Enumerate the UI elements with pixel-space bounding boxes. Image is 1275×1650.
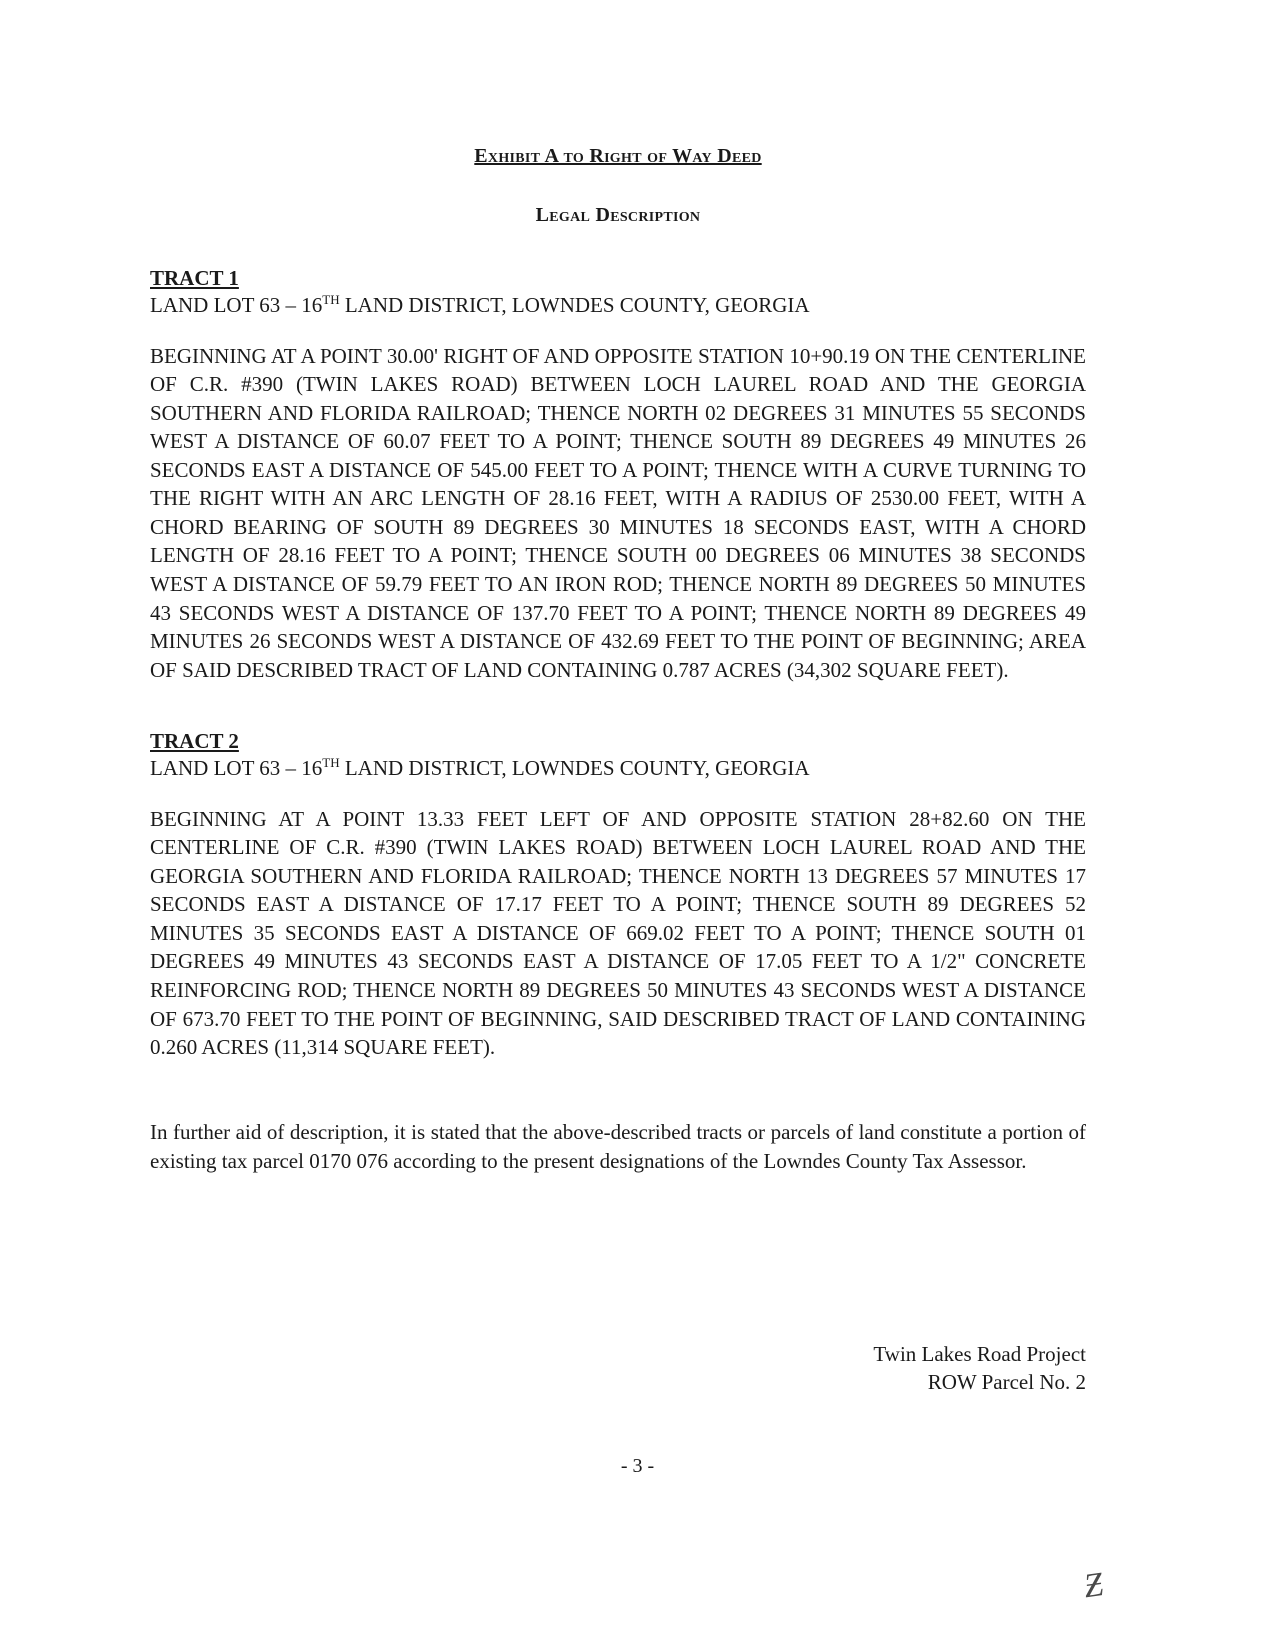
tract-2-subheading-post: LAND DISTRICT, LOWNDES COUNTY, GEORGIA (339, 756, 810, 781)
parcel-number: ROW Parcel No. 2 (927, 1370, 1086, 1395)
tract-1-section (150, 265, 1086, 684)
tract-1-subheading-ordinal: TH (322, 291, 340, 307)
tract-1-subheading-pre: LAND LOT 63 – 16 (150, 292, 323, 317)
tract-1-subheading-post: LAND DISTRICT, LOWNDES COUNTY, GEORGIA (339, 292, 810, 317)
tract-2-section (150, 728, 1086, 1062)
handwritten-initials-mark: Ƶ (1081, 1566, 1106, 1606)
tract-1-body: BEGINNING AT A POINT 30.00' RIGHT OF AND OPPOSITE STATION 10+90.19 ON THE CENTERLINE OF C.R. #390 (TWIN LAKES ROAD) BETWEEN LOCH LAUREL ROAD AND THE GEORGIA SOUTHERN AND FLORIDA RAILROAD; THENCE NORTH 02 DEGREES 31 MINUTES 55 SECONDS WEST A DISTANCE OF 60.07 FEET TO A POINT; THENCE SOUTH 89 DEGREES 49 MINUTES 26 SECONDS EAST A DISTANCE OF 545.00 FEET TO A POINT; THENCE WITH A CURVE TURNING TO THE RIGHT WITH AN ARC LENGTH OF 28.16 FEET, WITH A RADIUS OF 2530.00 FEET, WITH A CHORD BEARING OF SOUTH 89 DEGREES 30 MINUTES 18 SECONDS EAST, WITH A CHORD LENGTH OF 28.16 FEET TO A POINT; THENCE SOUTH 00 DEGREES 06 MINUTES 38 SECONDS WEST A DISTANCE OF 59.79 FEET TO AN IRON ROD; THENCE NORTH 89 DEGREES 50 MINUTES 43 SECONDS WEST A DISTANCE OF 137.70 FEET TO A POINT; THENCE NORTH 89 DEGREES 49 MINUTES 26 SECONDS WEST A DISTANCE OF 432.69 FEET TO THE POINT OF BEGINNING; AREA OF SAID DESCRIBED TRACT OF LAND CONTAINING 0.787 ACRES (34,302 SQUARE FEET). (150, 343, 1086, 682)
page-number: - 3 - (620, 1455, 655, 1477)
page-title: Exhibit A to Right of Way Deed (474, 145, 762, 167)
project-reference-block (150, 1340, 1086, 1397)
tract-2-subheading (150, 755, 1086, 783)
tract-2-subheading-ordinal: TH (322, 755, 340, 771)
tract-2-heading: TRACT 2 (150, 729, 239, 754)
tract-1-subheading (150, 292, 1086, 320)
page-subtitle: Legal Description (535, 204, 701, 226)
tract-2-subheading-pre: LAND LOT 63 – 16 (150, 756, 323, 781)
tract-2-body: BEGINNING AT A POINT 13.33 FEET LEFT OF AND OPPOSITE STATION 28+82.60 ON THE CENTERLINE OF C.R. #390 (TWIN LAKES ROAD) BETWEEN LOCH LAUREL ROAD AND THE GEORGIA SOUTHERN AND FLORIDA RAILROAD; THENCE NORTH 13 DEGREES 57 MINUTES 17 SECONDS EAST A DISTANCE OF 17.17 FEET TO A POINT; THENCE SOUTH 89 DEGREES 52 MINUTES 35 SECONDS EAST A DISTANCE OF 669.02 FEET TO A POINT; THENCE SOUTH 01 DEGREES 49 MINUTES 43 SECONDS EAST A DISTANCE OF 17.05 FEET TO A 1/2" CONCRETE REINFORCING ROD; THENCE NORTH 89 DEGREES 50 MINUTES 43 SECONDS WEST A DISTANCE OF 673.70 FEET TO THE POINT OF BEGINNING, SAID DESCRIBED TRACT OF LAND CONTAINING 0.260 ACRES (11,314 SQUARE FEET). (150, 806, 1086, 1060)
document-body (150, 145, 1086, 1176)
tract-1-heading: TRACT 1 (150, 266, 239, 290)
closing-section (150, 1118, 1086, 1176)
closing-paragraph: In further aid of description, it is stated that the above-described tracts or parcels of land constitute a portion of existing tax parcel 0170 076 according to the present designations of the Lowndes County Tax Assessor. (150, 1119, 1086, 1173)
project-name: Twin Lakes Road Project (873, 1342, 1086, 1366)
